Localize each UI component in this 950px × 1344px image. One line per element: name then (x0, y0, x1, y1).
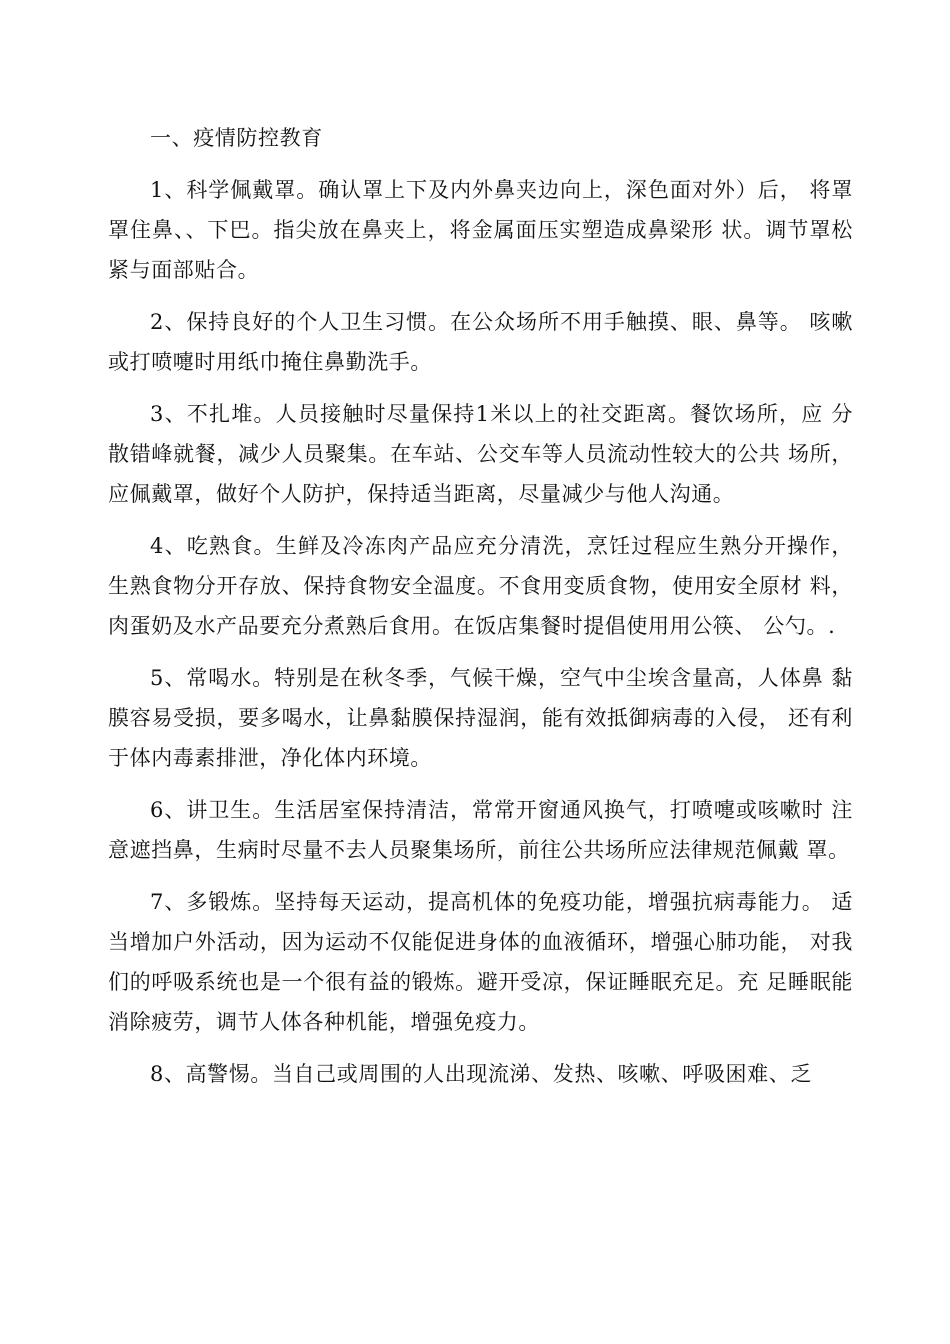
paragraph-water: 5、常喝水。特别是在秋冬季，气候干燥，空气中尘埃含量高，人体鼻 黏膜容易受损，要多喝水，让鼻黏膜保持湿润，能有效抵御病毒的入侵， 还有利于体内毒素排泄，净化体内环境。 (108, 666, 853, 770)
paragraph-sanitation: 6、讲卫生。生活居室保持清洁，常常开窗通风换气，打喷嚏或咳嗽时 注意遮挡鼻，生病时尽量不去人员聚集场所，前往公共场所应法律规范佩戴 罩。 (108, 798, 853, 862)
paragraph-distance: 3、不扎堆。人员接触时尽量保持1米以上的社交距离。餐饮场所，应 分散错峰就餐，减少人员聚集。在车站、公交车等人员流动性较大的公共 场所，应佩戴罩，做好个人防护，保持适当距离，尽量减少与他人沟通。 (108, 402, 853, 506)
section-title: 一、疫情防控教育 (150, 126, 323, 150)
paragraph-hygiene: 2、保持良好的个人卫生习惯。在公众场所不用手触摸、眼、鼻等。 咳嗽或打喷嚏时用纸巾掩住鼻勤洗手。 (108, 310, 853, 374)
paragraph-vigilance: 8、高警惕。当自己或周围的人出现流涕、发热、咳嗽、呼吸困难、乏 (150, 1062, 812, 1086)
document-body (108, 118, 853, 1106)
paragraph-mask: 1、科学佩戴罩。确认罩上下及内外鼻夹边向上，深色面对外）后， 将罩罩住鼻、、下巴。指尖放在鼻夹上，将金属面压实塑造成鼻梁形 状。调节罩松紧与面部贴合。 (108, 178, 853, 282)
paragraph-exercise: 7、多锻炼。坚持每天运动，提高机体的免疫功能，增强抗病毒能力。 适当增加户外活动，因为运动不仅能促进身体的血液循环，增强心肺功能， 对我们的呼吸系统也是一个很有益的锻炼。避开受凉，保证睡眠充足。充 足睡眠能消除疲劳，调节人体各种机能，增强免疫力。 (108, 890, 853, 1034)
paragraph-cooked-food: 4、吃熟食。生鲜及冷冻肉产品应充分清洗，烹饪过程应生熟分开操作，生熟食物分开存放、保持食物安全温度。不食用变质食物，使用安全原材 料，肉蛋奶及水产品要充分煮熟后食用。在饭店集餐时提倡使用用公筷、 公勺。. (108, 534, 853, 638)
